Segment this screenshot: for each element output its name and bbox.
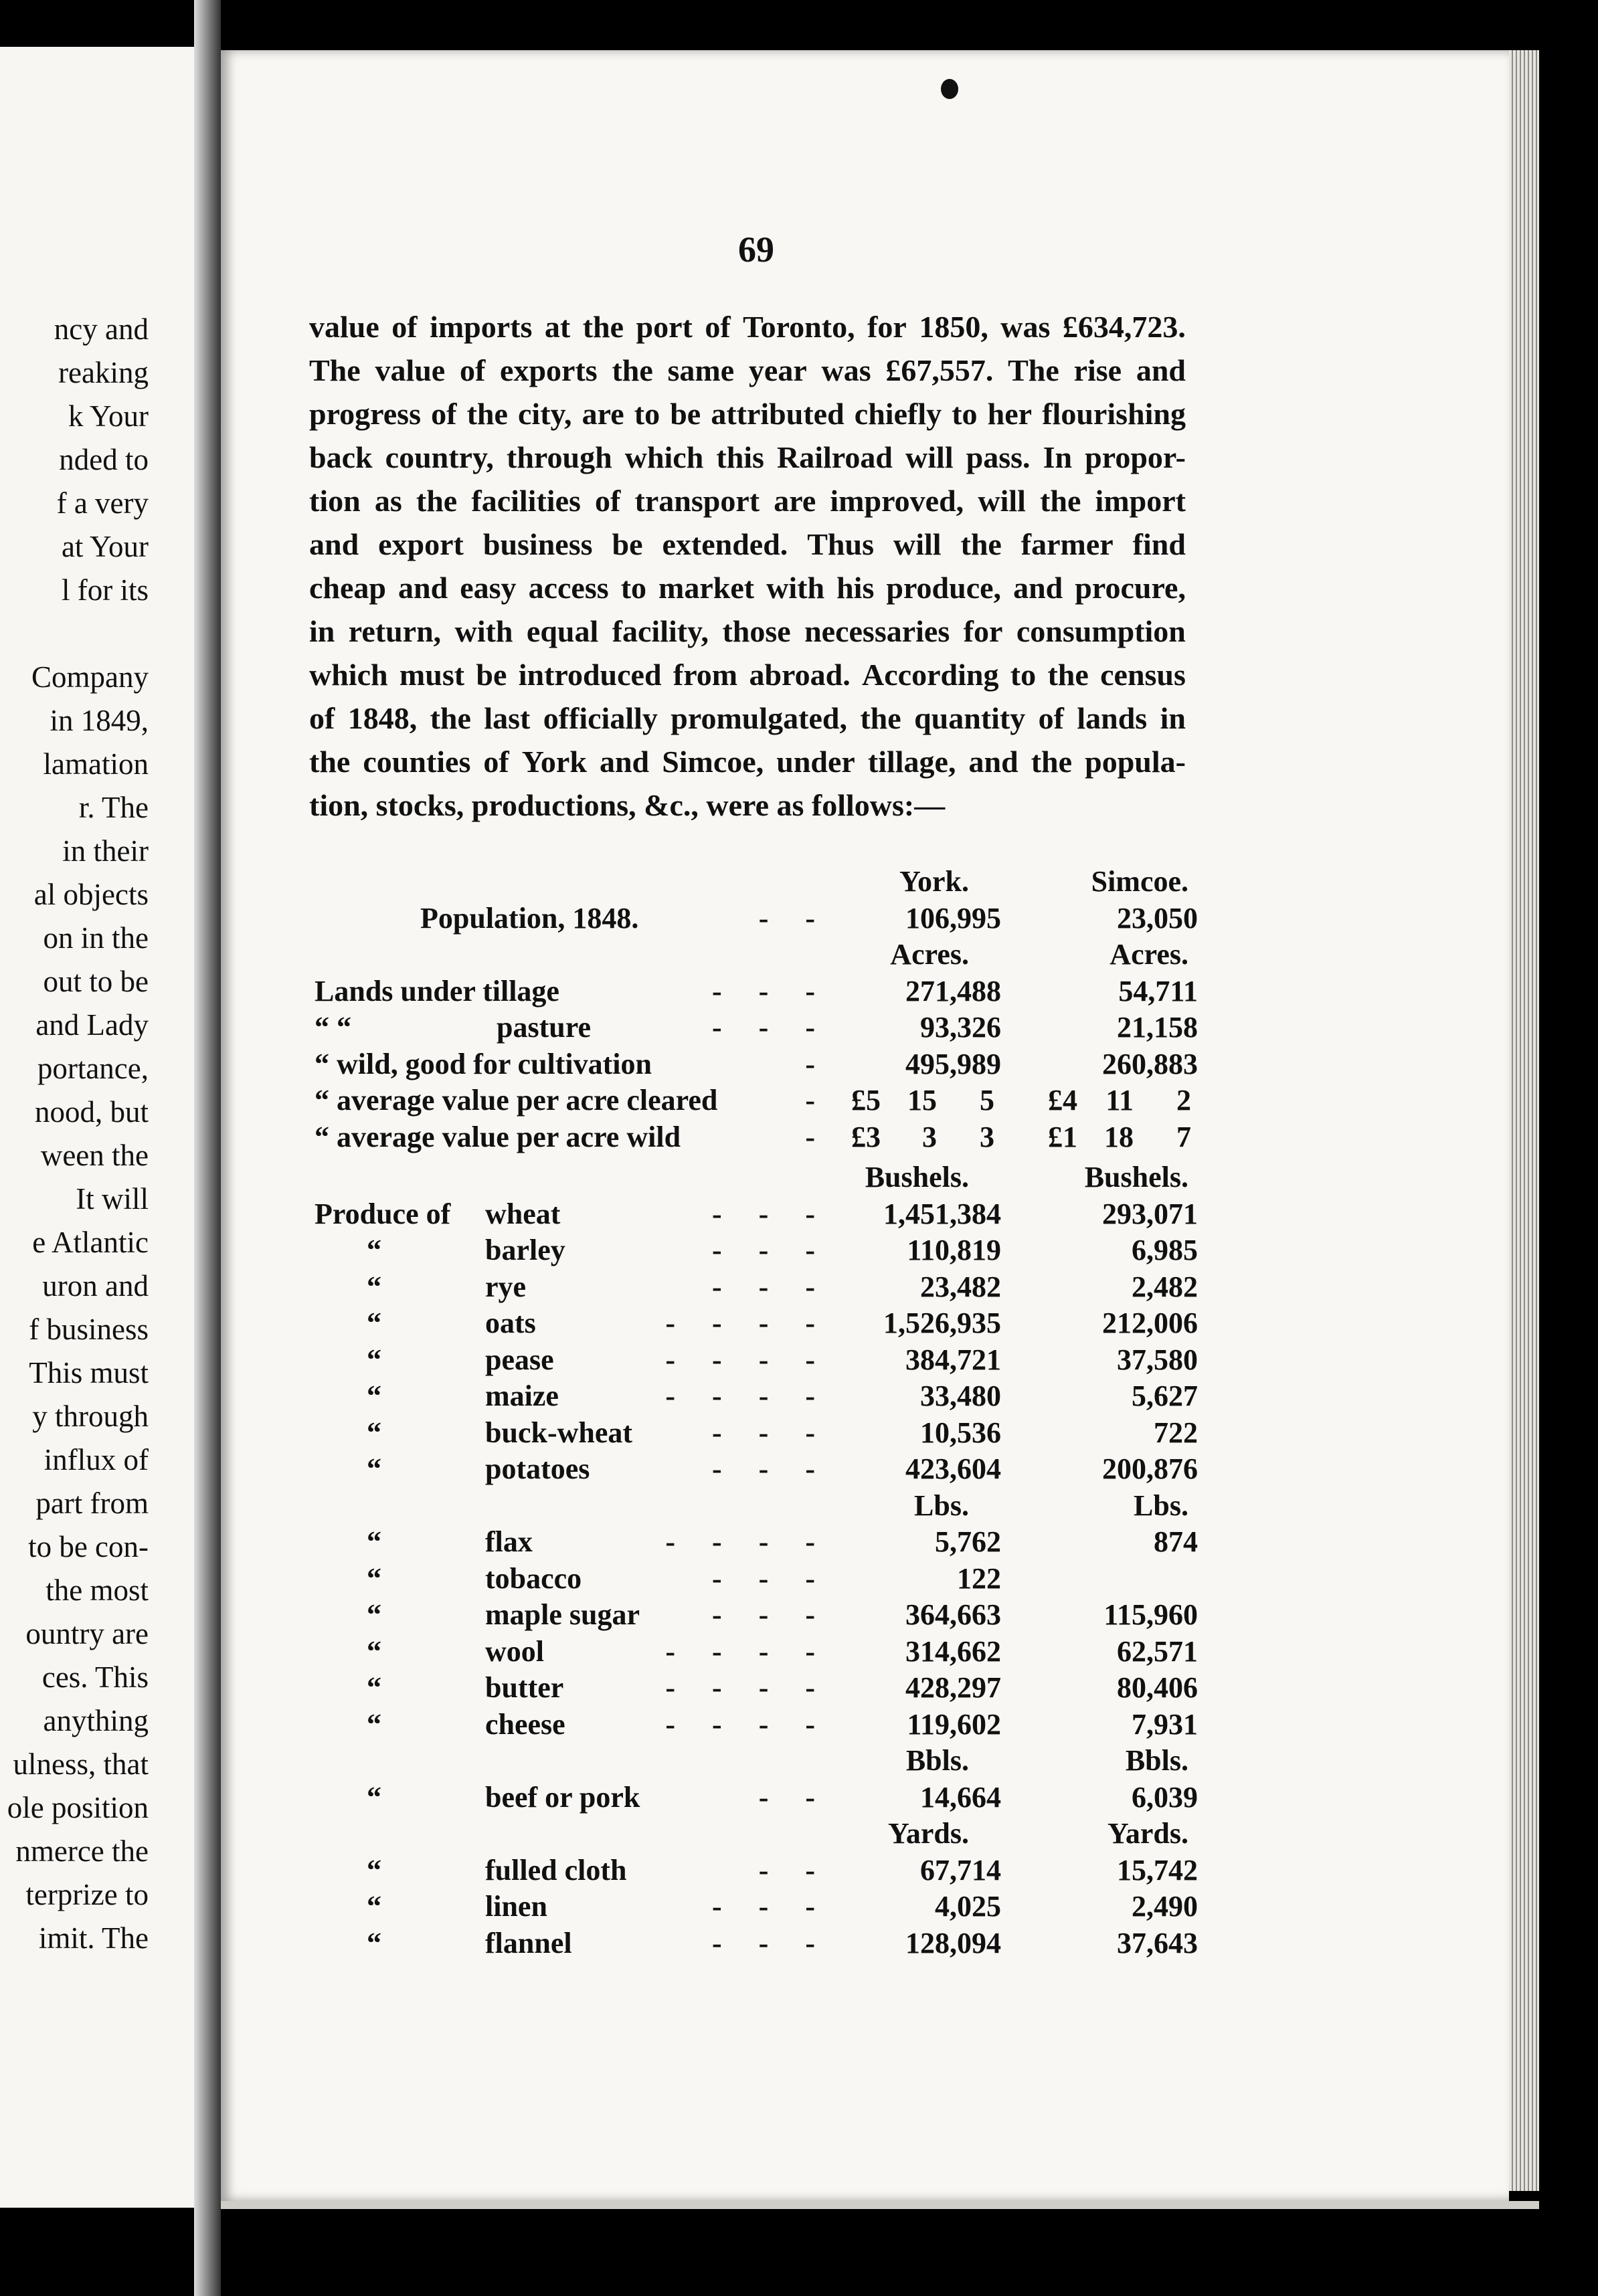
money-simcoe: 7 bbox=[1176, 1121, 1191, 1153]
table-row bbox=[0, 1561, 1598, 1596]
left-page-line: influx of bbox=[43, 1443, 149, 1476]
paragraph-line: progress of the city, are to be attributed chiefly to her flourishing bbox=[309, 397, 1186, 431]
left-page-line: l for its bbox=[62, 573, 149, 607]
value-simcoe: 293,071 bbox=[1102, 1198, 1198, 1230]
table-row bbox=[0, 1489, 1598, 1523]
row-item: tobacco bbox=[485, 1562, 582, 1595]
value-simcoe: 15,742 bbox=[1117, 1854, 1198, 1887]
left-page-line: ween the bbox=[40, 1139, 149, 1172]
row-item: pease bbox=[485, 1343, 554, 1376]
table-row bbox=[0, 1743, 1598, 1781]
column-header-york: York. bbox=[899, 865, 969, 898]
value-simcoe: 722 bbox=[1154, 1416, 1198, 1449]
population-label: Population, 1848. bbox=[420, 902, 639, 935]
row-label: Lands under tillage bbox=[315, 975, 559, 1008]
ditto-mark: “ bbox=[367, 1781, 381, 1814]
left-page-line: f business bbox=[29, 1313, 149, 1346]
value-york: 4,025 bbox=[935, 1890, 1001, 1923]
ditto-mark: “ bbox=[367, 1854, 381, 1887]
left-page-line: reaking bbox=[58, 356, 149, 389]
value-simcoe: 6,985 bbox=[1132, 1234, 1198, 1266]
left-page-line: in their bbox=[62, 834, 149, 868]
row-item: maple sugar bbox=[485, 1598, 640, 1631]
leader-dashes: - - - bbox=[712, 1598, 815, 1631]
left-page-line: It will bbox=[76, 1182, 149, 1216]
ditto-mark: “ bbox=[367, 1525, 381, 1558]
left-page-line: ulness, that bbox=[13, 1747, 149, 1781]
table-row bbox=[0, 1780, 1598, 1815]
row-item: flax bbox=[485, 1525, 533, 1558]
value-york: 423,604 bbox=[905, 1452, 1001, 1485]
row-item: butter bbox=[485, 1671, 564, 1704]
value-simcoe: 212,006 bbox=[1102, 1307, 1198, 1339]
left-page-line: y through bbox=[32, 1400, 149, 1433]
produce-label: Produce of bbox=[315, 1198, 451, 1230]
ink-dot bbox=[941, 79, 958, 99]
table-row bbox=[0, 1160, 1598, 1195]
table-row bbox=[0, 1670, 1598, 1705]
left-page-line: in 1849, bbox=[50, 704, 149, 737]
table-row bbox=[0, 974, 1598, 1009]
unit-header-simcoe: Yards. bbox=[1107, 1817, 1188, 1850]
left-page-line: portance, bbox=[37, 1052, 149, 1085]
row-label: “ average value per acre cleared bbox=[315, 1084, 718, 1117]
paragraph-line: the counties of York and Simcoe, under tillage, and the popula- bbox=[309, 745, 1186, 779]
leader-dashes: - - bbox=[758, 1854, 815, 1887]
leader-dashes: - - - bbox=[712, 1234, 815, 1266]
value-york: 122 bbox=[957, 1562, 1001, 1595]
ditto-mark: “ bbox=[367, 1562, 381, 1595]
table-row bbox=[0, 1083, 1598, 1118]
value-simcoe: 7,931 bbox=[1132, 1708, 1198, 1741]
leader-dashes: - - bbox=[758, 902, 815, 935]
left-page-line: e Atlantic bbox=[32, 1226, 149, 1259]
row-item: maize bbox=[485, 1379, 559, 1412]
left-page-line: imit. The bbox=[38, 1921, 149, 1955]
money-simcoe: 11 bbox=[1105, 1084, 1134, 1117]
row-item: fulled cloth bbox=[485, 1854, 627, 1887]
row-label: “ “ bbox=[315, 1011, 351, 1044]
ditto-mark: “ bbox=[367, 1452, 381, 1485]
left-page-line: anything bbox=[43, 1704, 149, 1737]
value-simcoe: 6,039 bbox=[1132, 1781, 1198, 1814]
table-row bbox=[0, 1889, 1598, 1924]
left-page-line: f a very bbox=[56, 486, 149, 520]
table-row bbox=[0, 1306, 1598, 1341]
left-page-line: nded to bbox=[59, 443, 149, 476]
value-simcoe: 2,490 bbox=[1132, 1890, 1198, 1923]
left-page-line: at Your bbox=[61, 530, 149, 563]
table-row bbox=[0, 1598, 1598, 1632]
ditto-mark: “ bbox=[367, 1635, 381, 1668]
row-item: cheese bbox=[485, 1708, 565, 1741]
value-simcoe: 2,482 bbox=[1132, 1270, 1198, 1303]
table-row bbox=[0, 1379, 1598, 1414]
money-york: 15 bbox=[907, 1084, 937, 1117]
left-page-line: k Your bbox=[68, 399, 149, 433]
table-row bbox=[0, 1343, 1598, 1377]
ditto-mark: “ bbox=[367, 1708, 381, 1741]
table-row bbox=[0, 901, 1598, 936]
table-row bbox=[0, 1926, 1598, 1961]
value-york: 67,714 bbox=[920, 1854, 1001, 1887]
value-simcoe: 200,876 bbox=[1102, 1452, 1198, 1485]
value-york: 14,664 bbox=[920, 1781, 1001, 1814]
value-simcoe: 21,158 bbox=[1117, 1011, 1198, 1044]
ditto-mark: “ bbox=[367, 1307, 381, 1339]
leader-dashes: - - - bbox=[712, 1270, 815, 1303]
paragraph-line: which must be introduced from abroad. According to the census bbox=[309, 658, 1186, 692]
ditto-mark: “ bbox=[367, 1343, 381, 1376]
money-simcoe: £4 bbox=[1048, 1084, 1077, 1117]
leader-dashes: - - - bbox=[712, 1890, 815, 1923]
table-row bbox=[0, 1270, 1598, 1305]
unit-header-york: Bbls. bbox=[905, 1744, 969, 1777]
value-york: 128,094 bbox=[905, 1927, 1001, 1959]
leader-dashes: - - - bbox=[712, 1011, 815, 1044]
value-york: 428,297 bbox=[905, 1671, 1001, 1704]
ditto-mark: “ bbox=[367, 1416, 381, 1449]
value-york: 106,995 bbox=[905, 902, 1001, 935]
row-item: rye bbox=[485, 1270, 527, 1303]
money-simcoe: £1 bbox=[1048, 1121, 1077, 1153]
money-york: £5 bbox=[851, 1084, 881, 1117]
money-york: 3 bbox=[980, 1121, 994, 1153]
leader-dashes: - - - - bbox=[665, 1343, 815, 1376]
leader-dashes: - - - bbox=[712, 1927, 815, 1959]
table-row bbox=[0, 1853, 1598, 1888]
table-row bbox=[0, 1010, 1598, 1045]
paragraph-line: tion, stocks, productions, &c., were as follows:— bbox=[309, 788, 946, 822]
row-item: flannel bbox=[485, 1927, 572, 1959]
money-york: 5 bbox=[980, 1084, 994, 1117]
value-york: 5,762 bbox=[935, 1525, 1001, 1558]
money-simcoe: 2 bbox=[1176, 1084, 1191, 1117]
table-row bbox=[0, 1704, 1598, 1742]
leader-dashes: - - - - bbox=[665, 1307, 815, 1339]
money-york: £3 bbox=[851, 1121, 881, 1153]
value-york: 110,819 bbox=[907, 1234, 1001, 1266]
left-page-line: ncy and bbox=[54, 312, 149, 346]
table-row bbox=[0, 1816, 1598, 1851]
leader-dashes: - - bbox=[758, 1781, 815, 1814]
unit-header-york: Yards. bbox=[887, 1817, 969, 1850]
value-york: 495,989 bbox=[905, 1048, 1001, 1080]
value-simcoe: 37,643 bbox=[1117, 1927, 1198, 1959]
leader-dashes: - - - bbox=[712, 1416, 815, 1449]
leader-dashes: - bbox=[805, 1084, 815, 1117]
value-york: 93,326 bbox=[920, 1011, 1001, 1044]
unit-header-york: Acres. bbox=[890, 938, 969, 971]
value-simcoe: 62,571 bbox=[1117, 1635, 1198, 1668]
value-simcoe: 54,711 bbox=[1118, 975, 1198, 1008]
leader-dashes: - - - bbox=[712, 975, 815, 1008]
value-simcoe: 115,960 bbox=[1103, 1598, 1198, 1631]
left-page-line: r. The bbox=[78, 791, 149, 824]
row-item: barley bbox=[485, 1234, 565, 1266]
paragraph-line: and export business be extended. Thus will the farmer find bbox=[309, 527, 1186, 561]
leader-dashes: - bbox=[805, 1121, 815, 1153]
left-page-line: al objects bbox=[33, 878, 149, 911]
paragraph-line: in return, with equal facility, those necessaries for consumption bbox=[309, 614, 1186, 648]
table-row bbox=[0, 1525, 1598, 1559]
left-page-line: the most bbox=[46, 1573, 149, 1607]
leader-dashes: - - - - bbox=[665, 1671, 815, 1704]
row-item: wheat bbox=[485, 1198, 561, 1230]
table-row bbox=[0, 1120, 1598, 1155]
value-york: 384,721 bbox=[905, 1343, 1001, 1376]
paragraph-line: tion as the facilities of transport are improved, will the import bbox=[309, 484, 1186, 518]
left-page-line: on in the bbox=[43, 921, 149, 955]
ditto-mark: “ bbox=[367, 1671, 381, 1704]
unit-header-simcoe: Bbls. bbox=[1125, 1744, 1188, 1777]
ditto-mark: “ bbox=[367, 1598, 381, 1631]
unit-header-simcoe: Bushels. bbox=[1084, 1161, 1188, 1193]
unit-header-york: Lbs. bbox=[914, 1489, 969, 1522]
table-row bbox=[0, 937, 1598, 972]
value-york: 33,480 bbox=[920, 1379, 1001, 1412]
money-simcoe: 18 bbox=[1104, 1121, 1134, 1153]
column-header-simcoe: Simcoe. bbox=[1091, 865, 1188, 898]
table-row bbox=[0, 1416, 1598, 1450]
row-item: beef or pork bbox=[485, 1781, 640, 1814]
left-page-line: ole position bbox=[7, 1791, 149, 1824]
ditto-mark: “ bbox=[367, 1234, 381, 1266]
ditto-mark: “ bbox=[367, 1890, 381, 1923]
paragraph-line: The value of exports the same year was £67,557. The rise and bbox=[309, 353, 1186, 387]
unit-header-york: Bushels. bbox=[865, 1161, 969, 1193]
left-page-line: This must bbox=[29, 1356, 149, 1390]
left-page-line: ces. This bbox=[41, 1660, 149, 1694]
left-page-line: part from bbox=[35, 1487, 149, 1520]
left-page-line: uron and bbox=[42, 1269, 149, 1303]
value-york: 364,663 bbox=[905, 1598, 1001, 1631]
left-page-line: nmerce the bbox=[15, 1834, 149, 1868]
value-york: 271,488 bbox=[905, 975, 1001, 1008]
value-york: 314,662 bbox=[905, 1635, 1001, 1668]
value-york: 10,536 bbox=[920, 1416, 1001, 1449]
value-york: 23,482 bbox=[920, 1270, 1001, 1303]
table-row bbox=[0, 1634, 1598, 1669]
value-simcoe: 37,580 bbox=[1117, 1343, 1198, 1376]
value-york: 1,451,384 bbox=[883, 1198, 1001, 1230]
value-york: 1,526,935 bbox=[883, 1307, 1001, 1339]
row-item: buck-wheat bbox=[485, 1416, 633, 1449]
row-item: pasture bbox=[497, 1011, 591, 1044]
paragraph-line: value of imports at the port of Toronto, for 1850, was £634,723. bbox=[309, 310, 1186, 344]
left-page-line: terprize to bbox=[25, 1878, 149, 1911]
row-item: linen bbox=[485, 1890, 547, 1923]
leader-dashes: - bbox=[805, 1048, 815, 1080]
left-page-line: to be con- bbox=[28, 1530, 149, 1563]
left-page-line: ountry are bbox=[25, 1617, 149, 1650]
row-label: “ wild, good for cultivation bbox=[315, 1048, 652, 1080]
value-simcoe: 874 bbox=[1154, 1525, 1198, 1558]
leader-dashes: - - - - bbox=[665, 1525, 815, 1558]
value-simcoe: 5,627 bbox=[1132, 1379, 1198, 1412]
table-row bbox=[0, 1452, 1598, 1487]
left-page-line: Company bbox=[31, 660, 149, 694]
paragraph-line: cheap and easy access to market with his produce, and procure, bbox=[309, 571, 1186, 605]
leader-dashes: - - - - bbox=[665, 1635, 815, 1668]
ditto-mark: “ bbox=[367, 1379, 381, 1412]
value-simcoe: 260,883 bbox=[1102, 1048, 1198, 1080]
money-york: 3 bbox=[922, 1121, 937, 1153]
page-number: 69 bbox=[738, 229, 774, 270]
paragraph-line: of 1848, the last officially promulgated, the quantity of lands in bbox=[309, 701, 1186, 735]
row-item: oats bbox=[485, 1307, 536, 1339]
unit-header-simcoe: Lbs. bbox=[1134, 1489, 1188, 1522]
left-page-line: and Lady bbox=[35, 1008, 149, 1042]
row-item: potatoes bbox=[485, 1452, 590, 1485]
left-page-line: nood, but bbox=[34, 1095, 149, 1129]
value-york: 119,602 bbox=[907, 1708, 1001, 1741]
ditto-mark: “ bbox=[367, 1927, 381, 1959]
leader-dashes: - - - bbox=[712, 1562, 815, 1595]
left-page-line: out to be bbox=[43, 965, 149, 998]
table-row bbox=[0, 864, 1598, 899]
row-label: “ average value per acre wild bbox=[315, 1121, 681, 1153]
paragraph-line: back country, through which this Railroad will pass. In propor- bbox=[309, 440, 1186, 474]
value-simcoe: 23,050 bbox=[1117, 902, 1198, 935]
leader-dashes: - - - - bbox=[665, 1379, 815, 1412]
leader-dashes: - - - - bbox=[665, 1708, 815, 1741]
leader-dashes: - - - bbox=[712, 1198, 815, 1230]
table-row bbox=[0, 1233, 1598, 1268]
table-row bbox=[0, 1197, 1598, 1232]
unit-header-simcoe: Acres. bbox=[1109, 938, 1188, 971]
left-page-line: lamation bbox=[43, 747, 149, 781]
leader-dashes: - - - bbox=[712, 1452, 815, 1485]
body-paragraph bbox=[309, 305, 1186, 827]
page-bottom-edge bbox=[221, 2201, 1539, 2209]
value-simcoe: 80,406 bbox=[1117, 1671, 1198, 1704]
ditto-mark: “ bbox=[367, 1270, 381, 1303]
table-row bbox=[0, 1047, 1598, 1085]
row-item: wool bbox=[485, 1635, 544, 1668]
